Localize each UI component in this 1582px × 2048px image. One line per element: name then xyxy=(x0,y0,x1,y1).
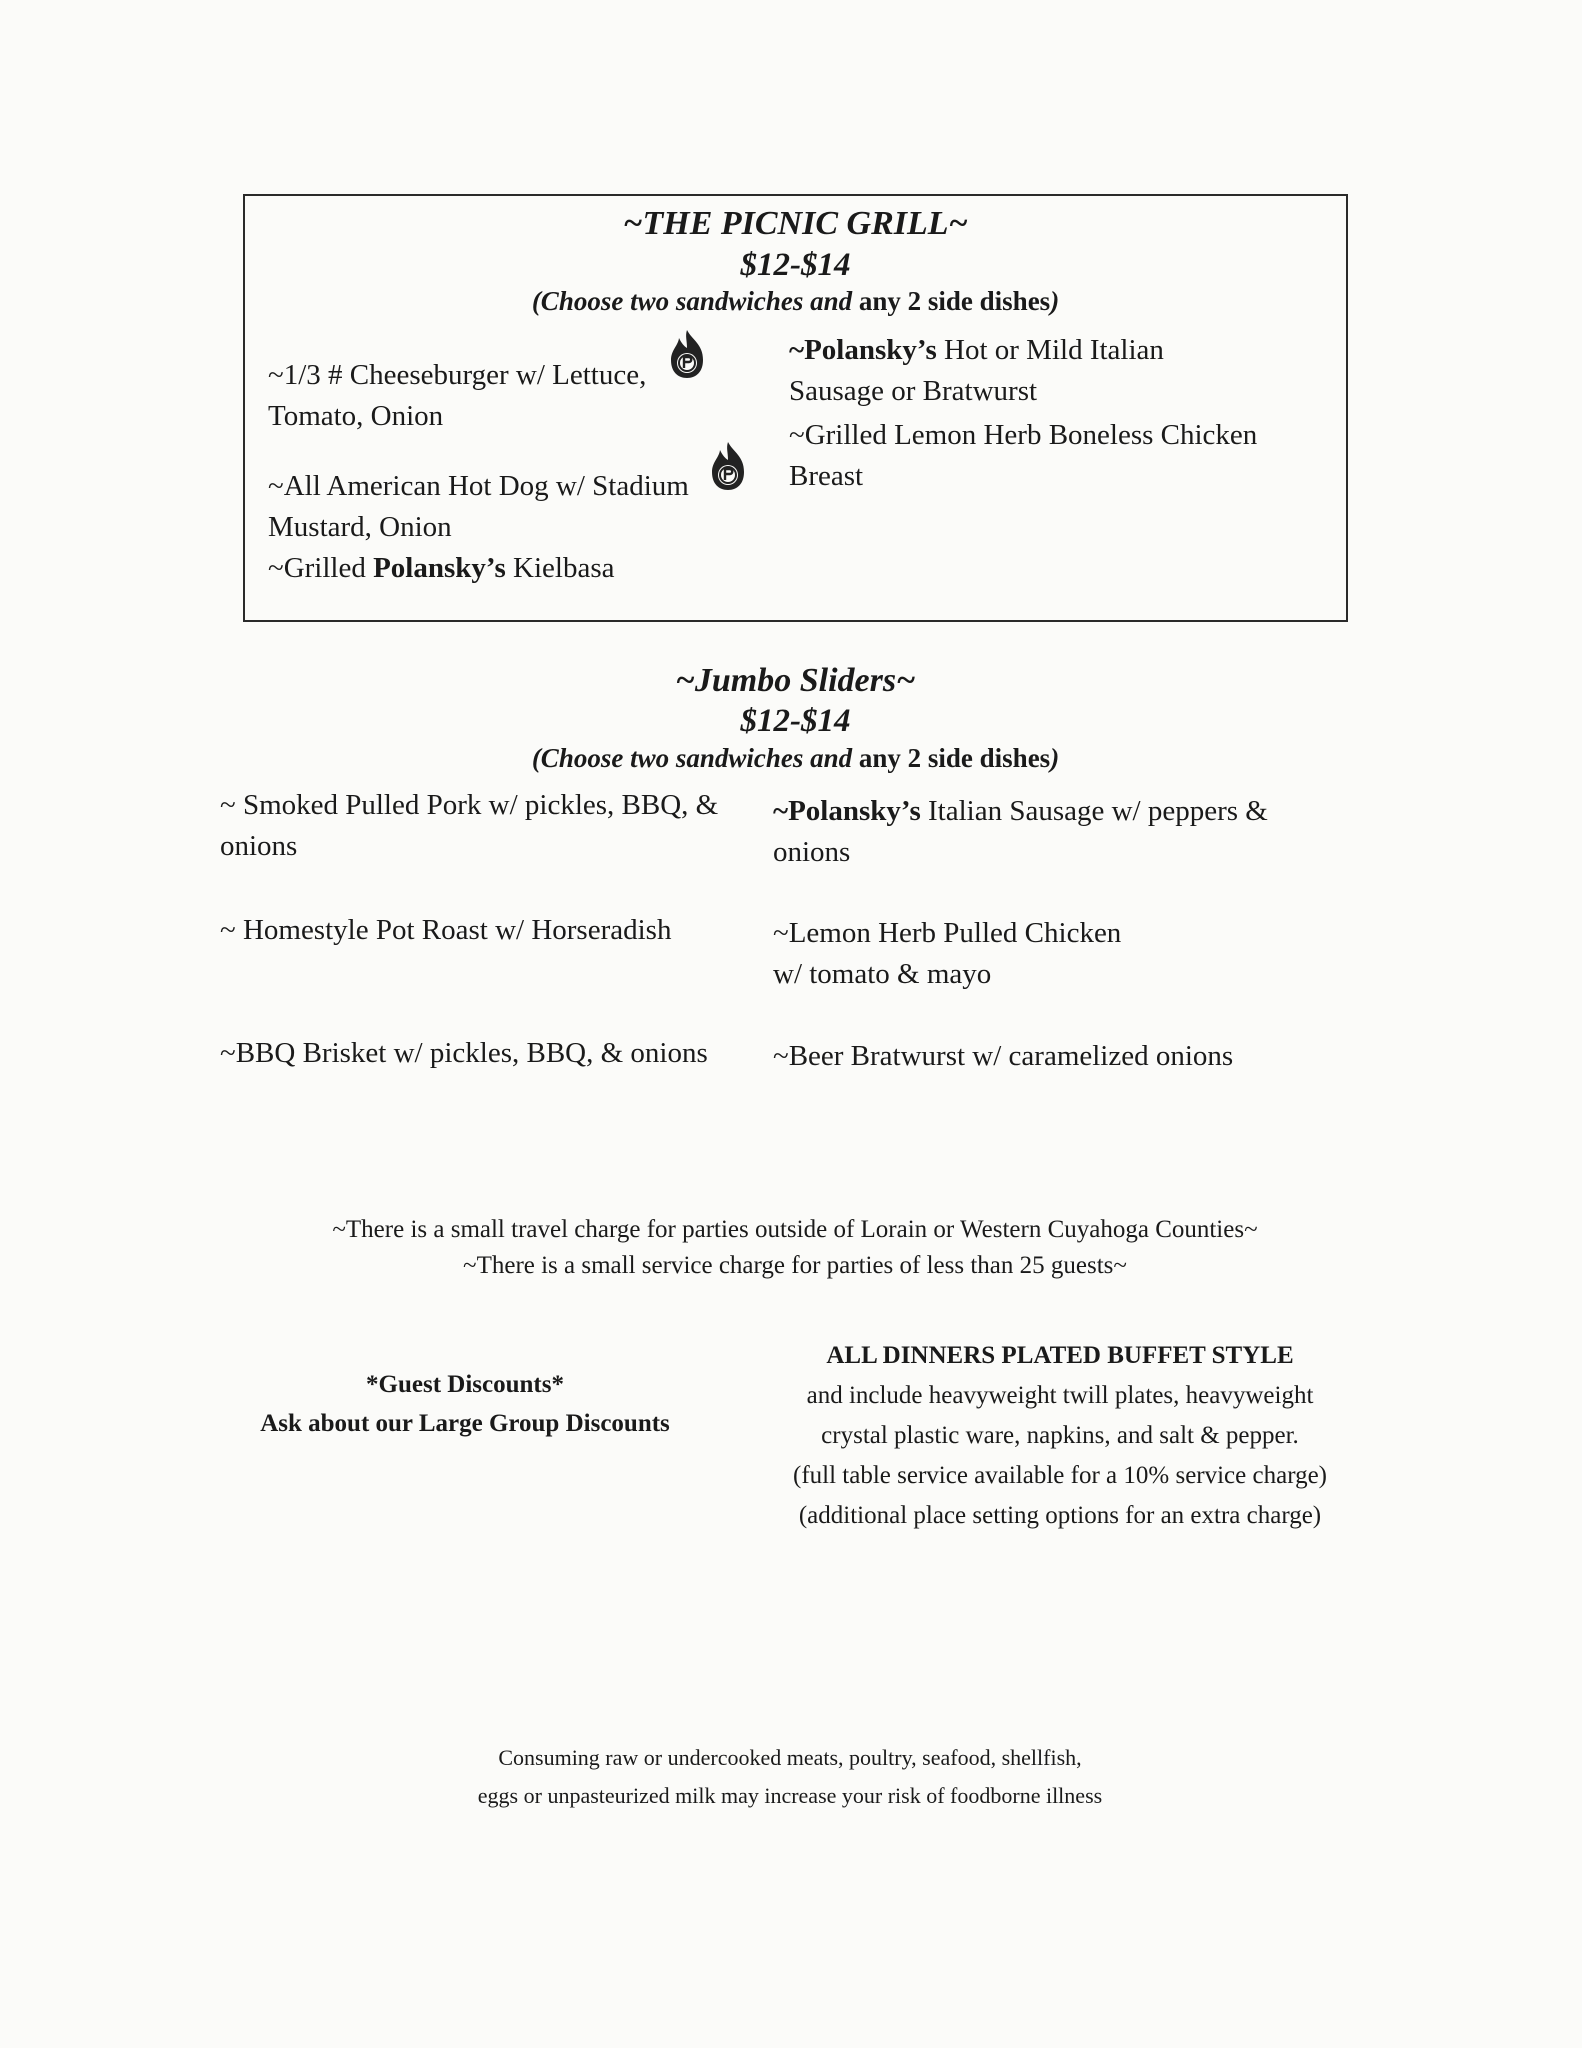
polansky-flame-logo-icon xyxy=(665,328,709,380)
jumbo-sliders-title: ~Jumbo Sliders~ xyxy=(675,662,916,699)
large-group-discounts: Ask about our Large Group Discounts xyxy=(260,1410,670,1437)
guest-discounts-heading: *Guest Discounts* xyxy=(366,1371,564,1398)
polansky-flame-logo-icon xyxy=(706,440,750,492)
food-safety-disclaimer: Consuming raw or undercooked meats, poultry, seafood, shellfish, eggs or unpasteurized milk may increase your risk of foodborne illness xyxy=(477,1745,1103,1808)
pulled-chicken-item: ~Lemon Herb Pulled Chicken w/ tomato & mayo xyxy=(773,917,1122,990)
bbq-brisket-item: ~BBQ Brisket w/ pickles, BBQ, & onions xyxy=(220,1037,708,1069)
picnic-grill-price: $12-$14 xyxy=(740,247,851,283)
lemon-herb-chicken-item: ~Grilled Lemon Herb Boneless Chicken Breast xyxy=(789,419,1258,492)
cheeseburger-item: ~1/3 # Cheeseburger w/ Lettuce, Tomato, Onion xyxy=(268,359,647,432)
kielbasa-item: ~Grilled Polansky’s Kielbasa xyxy=(268,552,615,584)
picnic-grill-title: ~THE PICNIC GRILL~ xyxy=(623,205,968,242)
service-charge-note: ~There is a small service charge for parties of less than 25 guests~ xyxy=(463,1252,1127,1279)
pot-roast-item: ~ Homestyle Pot Roast w/ Horseradish xyxy=(220,914,672,946)
hot-dog-item: ~All American Hot Dog w/ Stadium Mustard, Onion xyxy=(268,470,689,543)
dinners-heading: ALL DINNERS PLATED BUFFET STYLE xyxy=(826,1342,1294,1369)
jumbo-sliders-instructions: (Choose two sandwiches and any 2 side dishes) xyxy=(531,743,1060,773)
slider-italian-sausage-item: ~Polansky’s Italian Sausage w/ peppers & onions xyxy=(773,795,1268,868)
beer-bratwurst-item: ~Beer Bratwurst w/ caramelized onions xyxy=(773,1040,1234,1072)
travel-charge-note: ~There is a small travel charge for parties outside of Lorain or Western Cuyahoga Counties~ xyxy=(332,1216,1258,1243)
italian-sausage-item: ~Polansky’s Hot or Mild Italian Sausage or Bratwurst xyxy=(789,334,1164,407)
dinners-info: ALL DINNERS PLATED BUFFET STYLE and include heavyweight twill plates, heavyweight crystal plastic ware, napkins, and salt & pepper. (full table service available for a 10% service charge) (additional place setting options for an extra charge) xyxy=(740,1336,1380,1536)
pulled-pork-item: ~ Smoked Pulled Pork w/ pickles, BBQ, & onions xyxy=(220,789,719,862)
jumbo-sliders-price: $12-$14 xyxy=(740,703,851,739)
picnic-grill-instructions: (Choose two sandwiches and any 2 side dishes) xyxy=(531,286,1060,316)
